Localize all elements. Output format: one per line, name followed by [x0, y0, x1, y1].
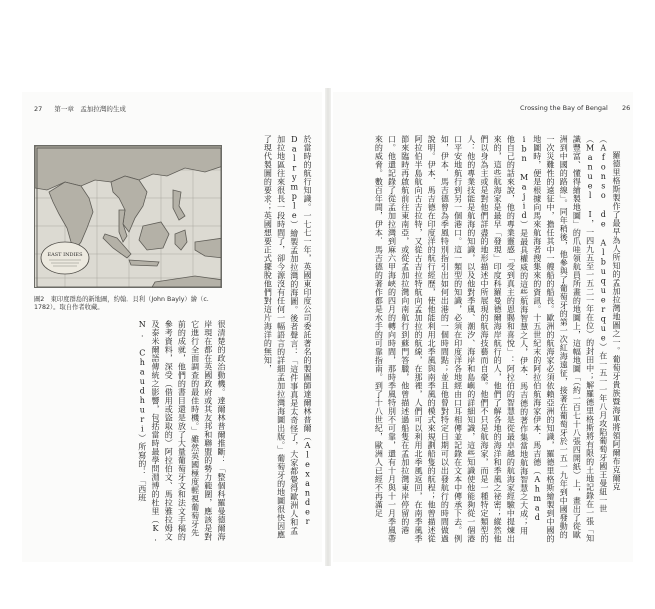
- right-paragraph: 羅德里格斯製作了最早為人所知的孟加拉灣地圖之一。葡萄牙貴族暨海軍將領阿爾布克爾克（Afonso de Albuquerque）在一五一一年八月攻陷葡萄牙國王曼紐一世（Manuel I，一四九五至一五二一年在位）的封田中；解羅德里格斯將有限的土地記錄在一張「知識豐富、懂得繪製地圖」的爪哇領航員所畫的地圖上，這幅地圖「（約一百七十八張四開紙）上，畫出了從歐洲到中國的路線」。同年稍後，他參與了葡萄牙的第一次紅海遠征，接著在葡萄牙於一五一九年到中國發動的一次災難性的遠征中，擔任其中一艘船的船長。歐洲的航海家必須依賴亞洲的知識，羅德里格斯繪製到中國的地圖時，便是根據向馬來航海者搜集來的資訊。十五世紀末的阿拉伯航海家伊本．馬吉德（Ahmad ibn Majid）是最具權威的這些航海智慧之人，伊本．馬吉德的著作集當地航海智慧之大成；用他自己的話來說，他的專業靈感「受到真主的恩賜和喜悅」：阿拉伯的智慧是從最卓越的航海家經驗中提煉出來的，這些航海家是最早「發現」印度科羅曼德爾海岸航行的人，他們了解各地的海洋和季風之祕密；縱然他們以身為主或是對他們詳盡的地形描述中所展現的航海技藝而自豪。他們不只是航海家，而是一種特定類型的人：他的專業技能是航海的知識，以及他對季風、潮汐、海岸和島嶼的詳細知識，這些知識使他能夠從一個港口平安地航行到另一個港口。這一類型的知識，必須在印度洋各地經由口耳相傳並記錄在文本中傳承下去。例如，伊本．馬吉德曾為季風特別指引出如何出港的一個時間點；並且他曾對特定日期可以出發航行的時間做過說明。伊本．馬吉德在印度洋的航行經歷，使他能利用北季風與南季風的模式來規劃船隻的航程；他曾描述從阿拉伯半島航向古吉拉特，又從古吉拉特航向孟加拉的航線，在那裡，人們可以利用北季風返回，在南季風季節來臨時再啟航前往東南亞，或從孟加拉灣向南航行到蘇門答臘，他曾描述過船隻在孟加拉灣東岸停留的港口。他還記錄了從孟加拉灣到麻六甲海峽的四月的轉向時間，那時季風特別不可靠，還有十月與十一月季風帶來的威脅。數百年間，伊本．馬吉德的著作都是水手的可靠指南。到了十八世紀，歐洲人已經不再滿足: [374, 135, 621, 543]
- map-cartouche-label: EAST INDIES: [47, 252, 83, 258]
- right-running-head: [520, 104, 630, 112]
- right-book-title: Crossing the Bay of Bengal: [520, 104, 608, 112]
- left-paragraph-bottom: 很清楚的政治動機。達爾林普爾推斷：「整個科羅曼德爾海岸現在都在英國政府或其友邦和聯盟的勢力範圍，應該是對它進行全面調查的最佳時機。」雖然英國極度輕視葡萄牙先前的成就，他們的書目還是放了大量葡萄牙文和法文手稿的參考資料，深受（借用或盜取的）阿拉伯文、馬拉雅拉姆文及泰米爾語傳統之影響，包括當時最學問淵博的杜里（K. N. Chaudhuri）所寫的：「西班: [137, 320, 226, 543]
- right-page-text: [343, 135, 623, 543]
- left-chapter-title: 第一章 孟加拉灣的生成: [54, 105, 126, 113]
- left-paragraph-top: 於當時的航行知識。一七七一年，英國東印度公司委託著名的製圖師達爾林普爾（Alexander Dalrymple）繪製孟加拉灣的海圖。後者聲言：「這件事真是太奇怪了，大家都覺得歐洲人和孟加拉地區往來很長一段時間了，卻今源沒有任何一幅語言的詳細孟加拉灣海圖出版。」葡萄牙的地圖很快因應了現代製圖的要求；英國想要正式擺脫他們對這片海洋的無知，: [263, 135, 312, 539]
- left-running-head: [34, 104, 126, 113]
- left-page-text-top: [228, 135, 314, 543]
- left-page-text-bottom: [34, 320, 228, 543]
- right-page-number: 26: [621, 104, 631, 112]
- map-figure: [34, 145, 222, 288]
- left-page-number: 27: [34, 105, 43, 113]
- east-indies-map-image: [35, 146, 222, 288]
- figure-caption: 圖2 東印度群島的新地圖，約翰．貝利（John Bayly）繪（c. 1782）。取自作者收藏。: [34, 296, 209, 311]
- book-gutter: [325, 88, 331, 566]
